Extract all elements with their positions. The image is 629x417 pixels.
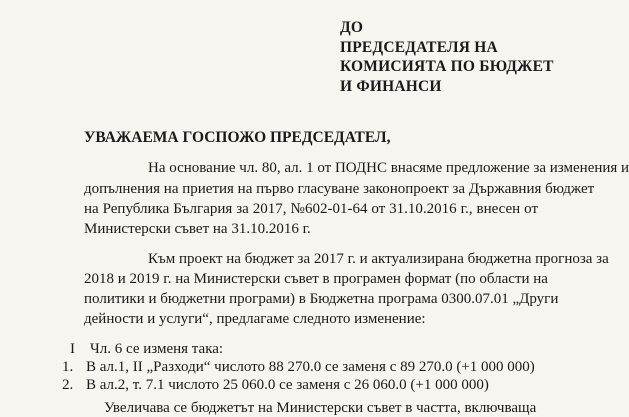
salutation: УВАЖАЕМА ГОСПОЖО ПРЕДСЕДАТЕЛ, bbox=[84, 129, 391, 146]
addressee-line-1: ДО bbox=[340, 19, 364, 36]
paragraph2-line-3: политики и бюджетни програми) в Бюджетна програма 0300.07.01 „Други bbox=[84, 291, 559, 307]
paragraph2-line-4: дейности и услуги“, предлагаме следното изменение: bbox=[84, 311, 426, 327]
item-number: 2. bbox=[62, 377, 74, 393]
addressee-line-4: И ФИНАНСИ bbox=[340, 78, 442, 95]
section-title: Чл. 6 се изменя така: bbox=[90, 341, 224, 357]
paragraph3-line-1: Увеличава се бюджетът на Министерски съвет в частта, включваща bbox=[104, 400, 537, 416]
paragraph1-line-3: на Република България за 2017, №602-01-64 от 31.10.2016 г., внесен от bbox=[84, 201, 538, 217]
item-text: В ал.1, II „Разходи“ числото 88 270.0 се заменя с 89 270.0 (+1 000 000) bbox=[86, 359, 535, 375]
addressee-line-3: КОМИСИЯТА ПО БЮДЖЕТ bbox=[340, 58, 554, 75]
paragraph2-line-1: Към проект на бюджет за 2017 г. и актуализирана бюджетна прогноза за bbox=[148, 251, 609, 267]
paragraph1-line-4: Министерски съвет на 31.10.2016 г. bbox=[84, 221, 311, 237]
item-text: В ал.2, т. 7.1 числото 25 060.0 се заменя с 26 060.0 (+1 000 000) bbox=[86, 377, 489, 393]
paragraph1-line-1: На основание чл. 80, ал. 1 от ПОДНС внасяме предложение за изменения и bbox=[148, 160, 629, 176]
paragraph2-line-2: 2018 и 2019 г. на Министерски съвет в програмен формат (по области на bbox=[84, 271, 548, 287]
paragraph1-line-2: допълнения на приетия на първо гласуване законопроект за Държавния бюджет bbox=[84, 181, 595, 197]
section-numeral: I bbox=[70, 341, 75, 357]
addressee-line-2: ПРЕДСЕДАТЕЛЯ НА bbox=[340, 39, 498, 56]
item-number: 1. bbox=[62, 359, 74, 375]
